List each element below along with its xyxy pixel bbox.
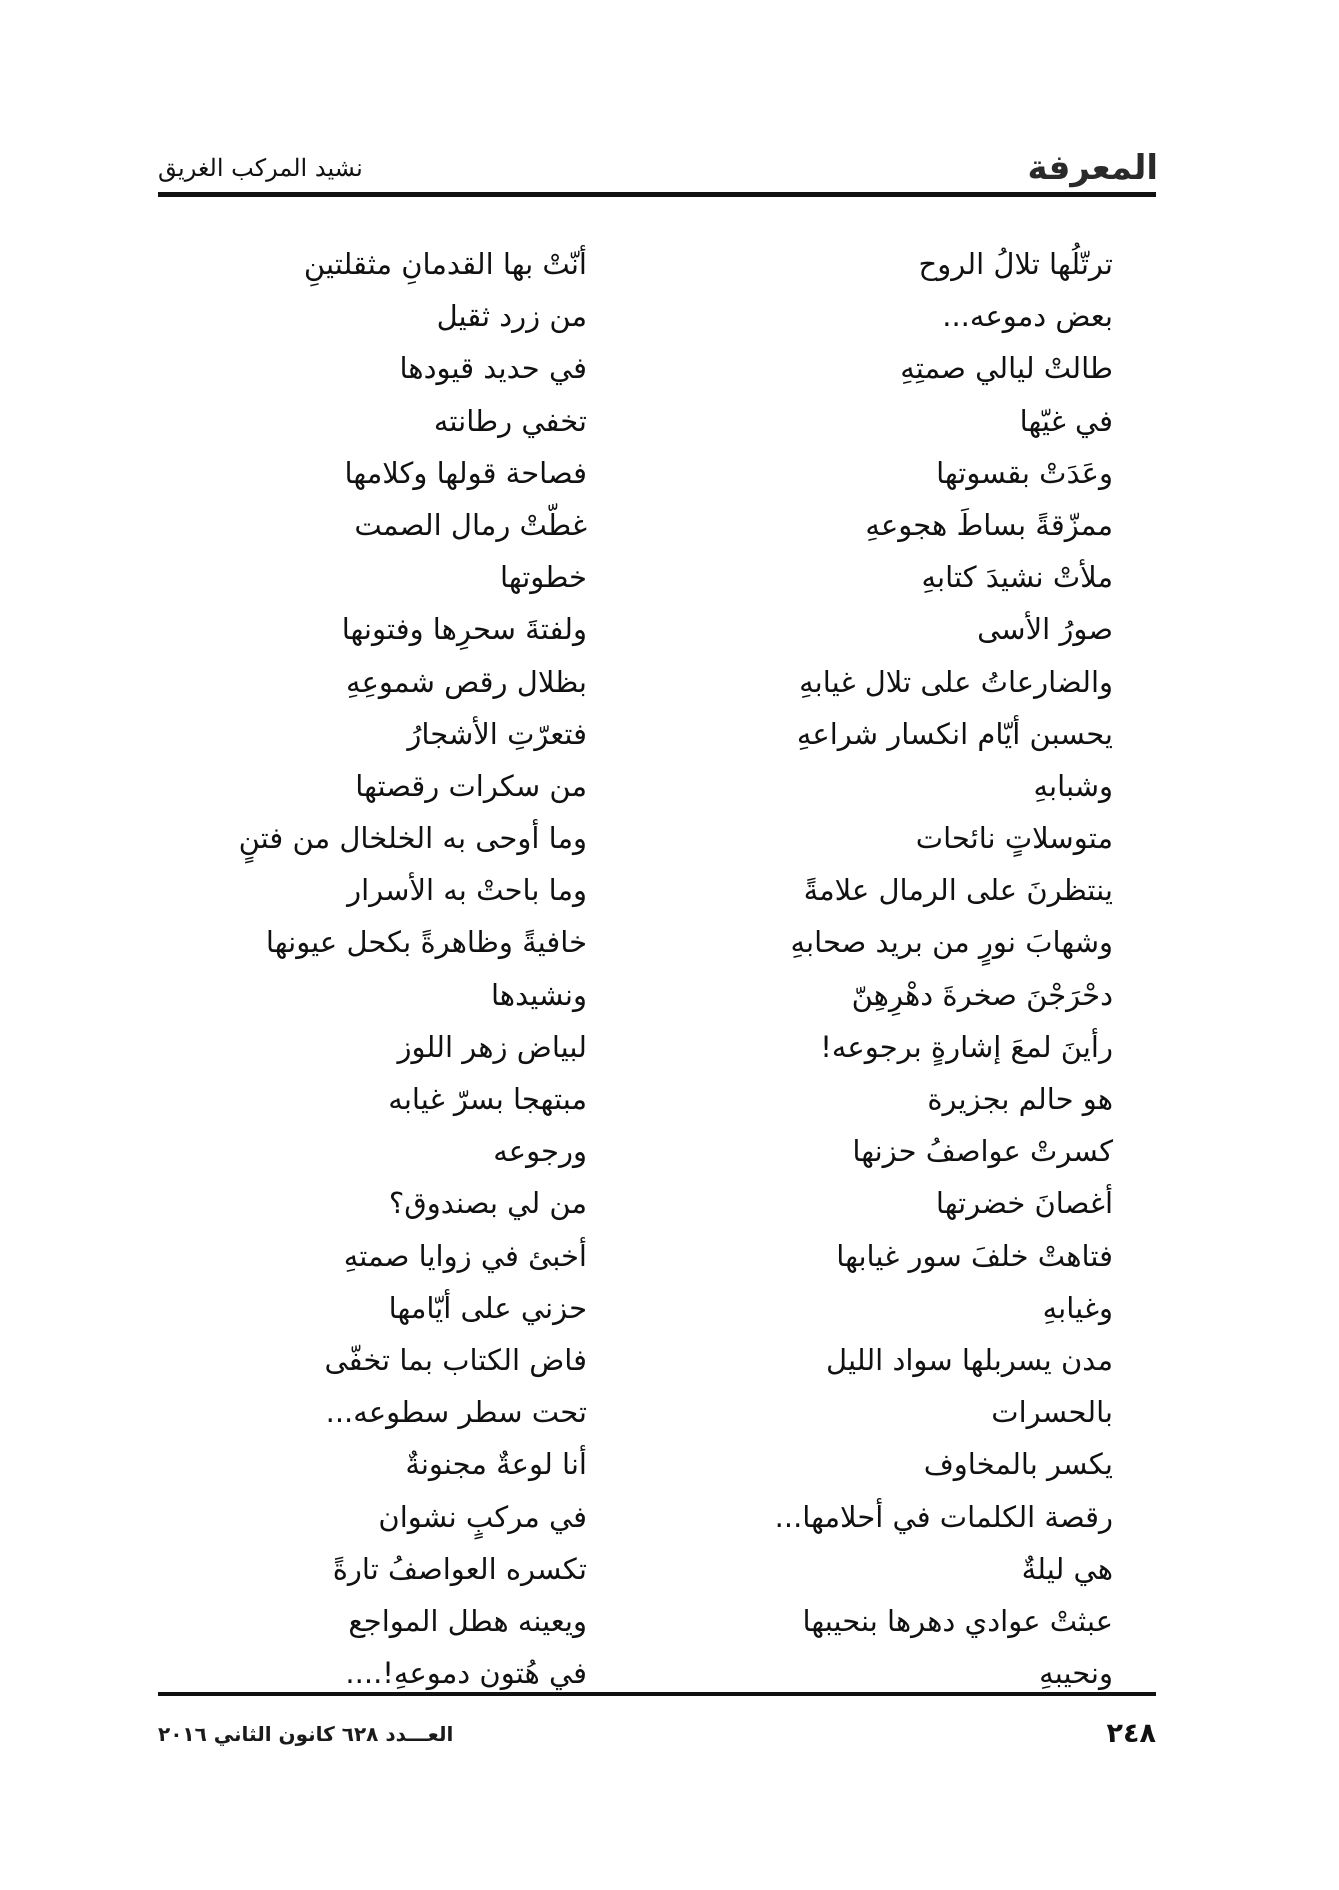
poem-line: هي ليلةٌ [1021,1551,1113,1586]
poem-line: أخبئ في زوايا صمتهِ [343,1238,587,1273]
poem-line: يكسر بالمخاوف [923,1447,1113,1482]
poem-line: ويعينه هطل المواجع [348,1603,587,1638]
poem-line: فاض الكتاب بما تخفّى [324,1342,587,1377]
poem-line: أنا لوعةٌ مجنونةٌ [405,1447,587,1482]
poem-line: هو حالم بجزيرة [927,1082,1113,1116]
poem-line: في غيّها [1019,403,1113,438]
poem-line: بالحسرات [991,1395,1113,1430]
poem-line: وغيابهِ [1042,1290,1113,1325]
poem-left-column [27,238,587,1699]
poem-line: ونحيبهِ [1039,1656,1113,1691]
poem-line: من لي بصندوق؟ [388,1186,587,1221]
poem-line: أنّتْ بها القدمانِ مثقلتينِ [303,247,587,281]
poem-line: تحت سطر سطوعه... [325,1395,587,1430]
poem-line: خافيةً وظاهرةً بكحل عيونها [265,925,587,960]
running-title: نشيد المركب الغريق [158,154,363,182]
poem-line: ولفتةَ سحرِها وفتونها [341,612,587,647]
poem-line: ممزّقةً بساطَ هجوعهِ [865,507,1113,542]
poem-line: في مركبٍ نشوان [378,1499,587,1534]
page-header [158,140,1158,192]
poem-line: يحسبن أيّام انكسار شراعهِ [796,716,1113,751]
poem-line: ملأتْ نشيدَ كتابهِ [921,560,1113,595]
poem-line: فتعرّتِ الأشجارُ [407,716,587,751]
poem-line: خطوتها [500,560,587,595]
poem-line: بظلال رقص شموعِهِ [346,664,587,699]
poem-line: ونشيدها [490,977,587,1012]
poem-line: وعَدَتْ بقسوتها [936,455,1113,490]
poem-line: عبثتْ عوادي دهرها بنحيبها [802,1603,1113,1638]
magazine-logo: المعرفة [1027,148,1158,188]
poem-line: دحْرَجْنَ صخرةَ دهْرِهِنّ [851,977,1113,1012]
poem-line: من زرد ثقيل [436,299,587,334]
poem-right-column [673,238,1113,1699]
poem-line: وشبابهِ [1033,768,1113,803]
poem-line: ترتّلُها تلالُ الروح [918,247,1113,281]
poem-line: حزني على أيّامها [388,1290,587,1325]
poem-line: متوسلاتٍ نائحات [915,821,1113,856]
poem-line: فصاحة قولها وكلامها [344,455,587,490]
issue-info: العـــدد ٦٢٨ كانون الثاني ٢٠١٦ [158,1722,454,1746]
poem-line: صورُ الأسى [977,612,1113,647]
poem-line: مدن يسربلها سواد الليل [826,1342,1113,1377]
header-rule [158,192,1156,197]
poem-line: بعض دموعه... [942,299,1113,334]
poem-line: في هُتون دموعهِ!.... [345,1656,587,1691]
poem-line: كسرتْ عواصفُ حزنها [852,1134,1113,1169]
poem-line: رقصة الكلمات في أحلامها... [774,1499,1113,1534]
poem-line: لبياض زهر اللوز [397,1029,587,1064]
poem-line: ورجوعه [493,1134,587,1169]
poem-line: وما باحتْ به الأسرار [347,873,587,908]
poem-line: وشهابَ نورٍ من بريد صحابهِ [790,925,1113,960]
poem-line: فتاهتْ خلفَ سور غيابها [836,1238,1113,1273]
poem-line: رأينَ لمعَ إشارةٍ برجوعه! [820,1029,1113,1064]
poem-line: وما أوحى به الخلخال من فتنٍ [238,821,587,856]
page-number: ٢٤٨ [1106,1718,1156,1749]
poem-line: والضارعاتُ على تلال غيابهِ [799,664,1113,699]
poem-line: في حديد قيودها [399,351,587,386]
footer-rule [158,1692,1156,1696]
poem-line: تكسره العواصفُ تارةً [332,1551,587,1586]
poem-line: غطّتْ رمال الصمت [354,507,587,542]
poem-line: من سكرات رقصتها [355,768,587,803]
poem-line: مبتهجا بسرّ غيابه [388,1082,587,1116]
poem-line: تخفي رطانته [433,403,587,438]
poem-line: أغصانَ خضرتها [935,1186,1113,1221]
poem-line: طالتْ ليالي صمتِهِ [900,351,1113,386]
poem-line: ينتظرنَ على الرمال علامةً [803,873,1113,908]
